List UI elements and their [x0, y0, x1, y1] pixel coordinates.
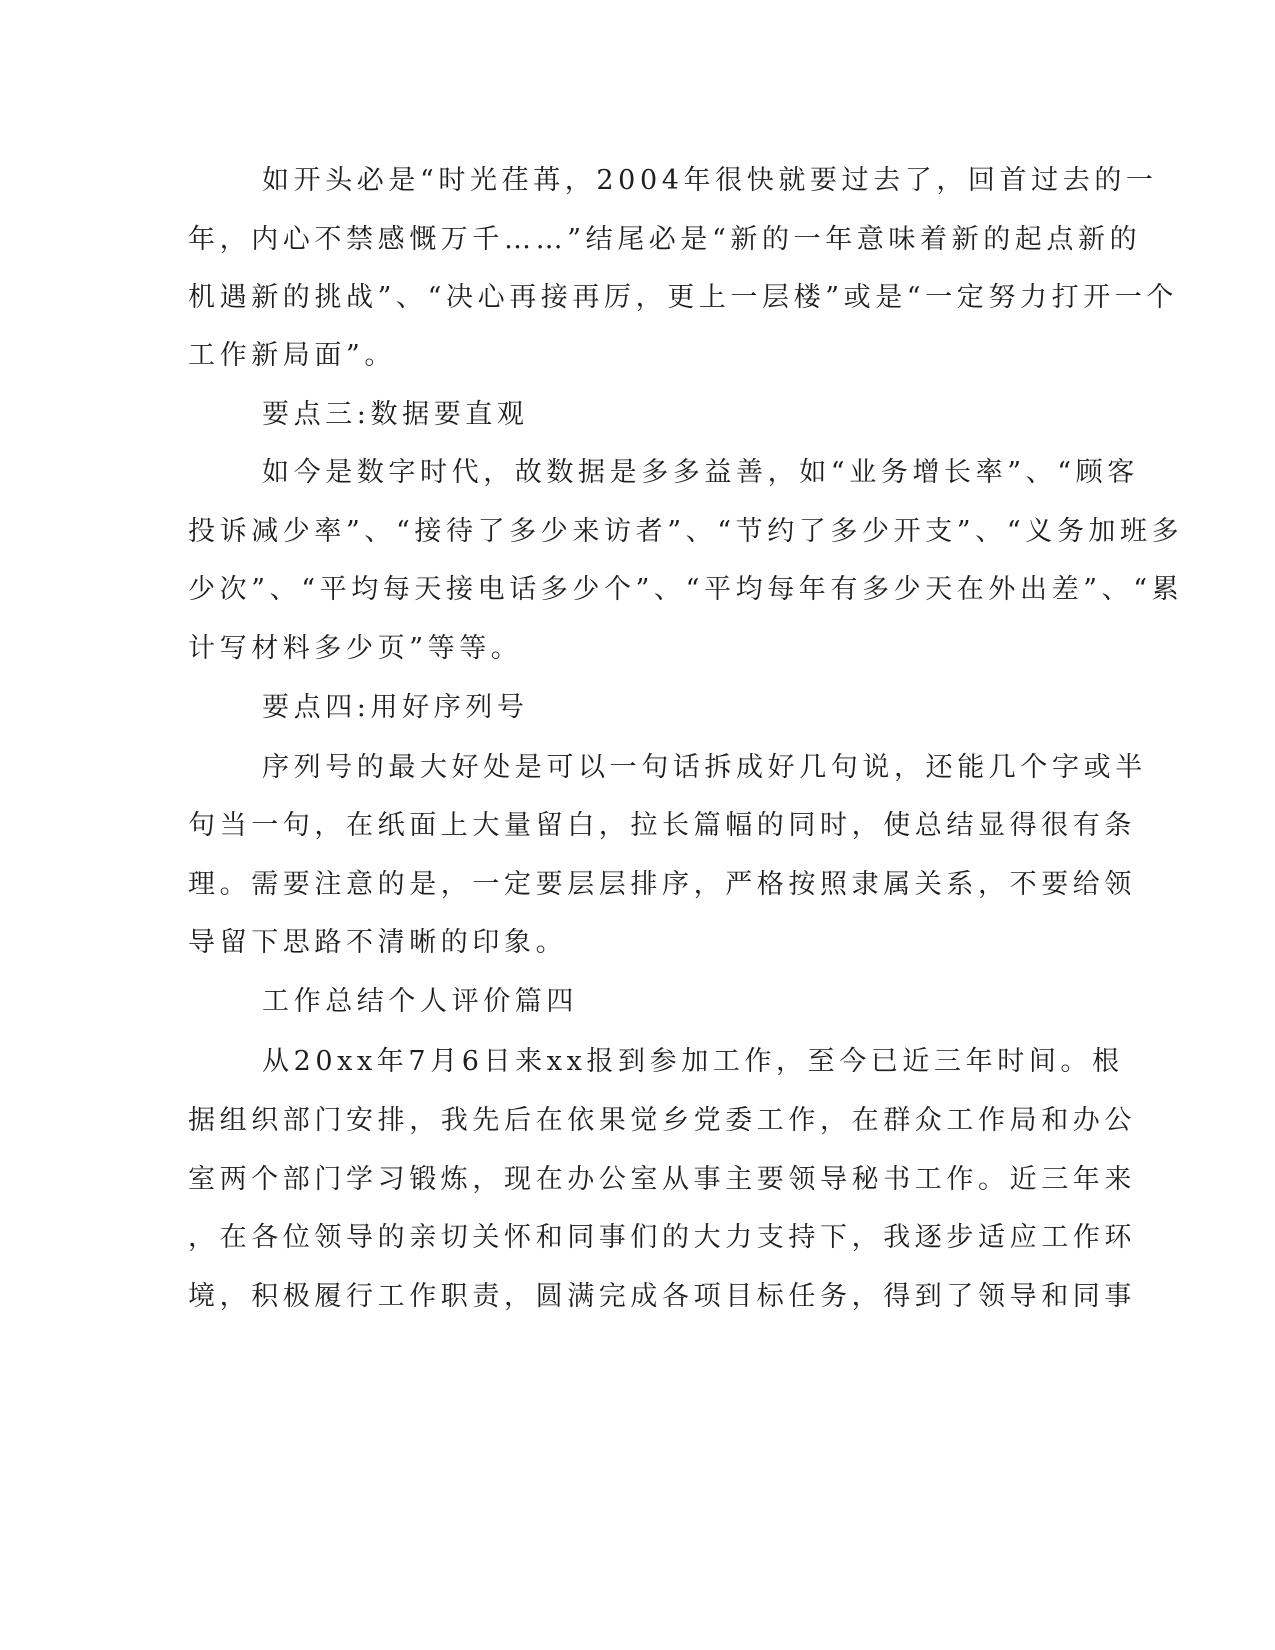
- paragraph-2-line-4: 计写材料多少页”等等。: [188, 633, 523, 664]
- section-heading-part-four: 工作总结个人评价篇四: [262, 986, 578, 1017]
- heading-point-three: 要点三:数据要直观: [262, 399, 529, 430]
- paragraph-3-line-4: 导留下思路不清晰的印象。: [188, 927, 568, 958]
- paragraph-4-line-1: 从20xx年7月6日来xx报到参加工作，至今已近三年时间。根: [262, 1046, 1124, 1077]
- paragraph-1-line-3: 机遇新的挑战”、“决心再接再厉，更上一层楼”或是“一定努力打开一个: [188, 282, 1179, 313]
- paragraph-4-line-5: 境，积极履行工作职责，圆满完成各项目标任务，得到了领导和同事: [188, 1281, 1136, 1312]
- paragraph-4-line-3: 室两个部门学习锻炼，现在办公室从事主要领导秘书工作。近三年来: [188, 1164, 1136, 1195]
- paragraph-1-line-1: 如开头必是“时光荏苒，2004年很快就要过去了，回首过去的一: [262, 165, 1158, 196]
- heading-point-four: 要点四:用好序列号: [262, 692, 529, 723]
- paragraph-3-line-3: 理。需要注意的是，一定要层层排序，严格按照隶属关系，不要给领: [188, 869, 1136, 900]
- paragraph-3-line-1: 序列号的最大好处是可以一句话拆成好几句说，还能几个字或半: [262, 752, 1147, 783]
- paragraph-4-line-2: 据组织部门安排，我先后在依果觉乡党委工作，在群众工作局和办公: [188, 1105, 1136, 1136]
- paragraph-2-line-1: 如今是数字时代，故数据是多多益善，如“业务增长率”、“顾客: [262, 457, 1139, 488]
- paragraph-4-line-4: ，在各位领导的亲切关怀和同事们的大力支持下，我逐步适应工作环: [188, 1222, 1136, 1253]
- paragraph-2-line-2: 投诉减少率”、“接待了多少来访者”、“节约了多少开支”、“义务加班多: [188, 516, 1184, 547]
- paragraph-1-line-2: 年，内心不禁感慨万千……”结尾必是“新的一年意味着新的起点新的: [188, 224, 1142, 255]
- paragraph-2-line-3: 少次”、“平均每天接电话多少个”、“平均每年有多少天在外出差”、“累: [188, 574, 1184, 605]
- paragraph-1-line-4: 工作新局面”。: [188, 340, 397, 371]
- paragraph-3-line-2: 句当一句，在纸面上大量留白，拉长篇幅的同时，使总结显得很有条: [188, 810, 1136, 841]
